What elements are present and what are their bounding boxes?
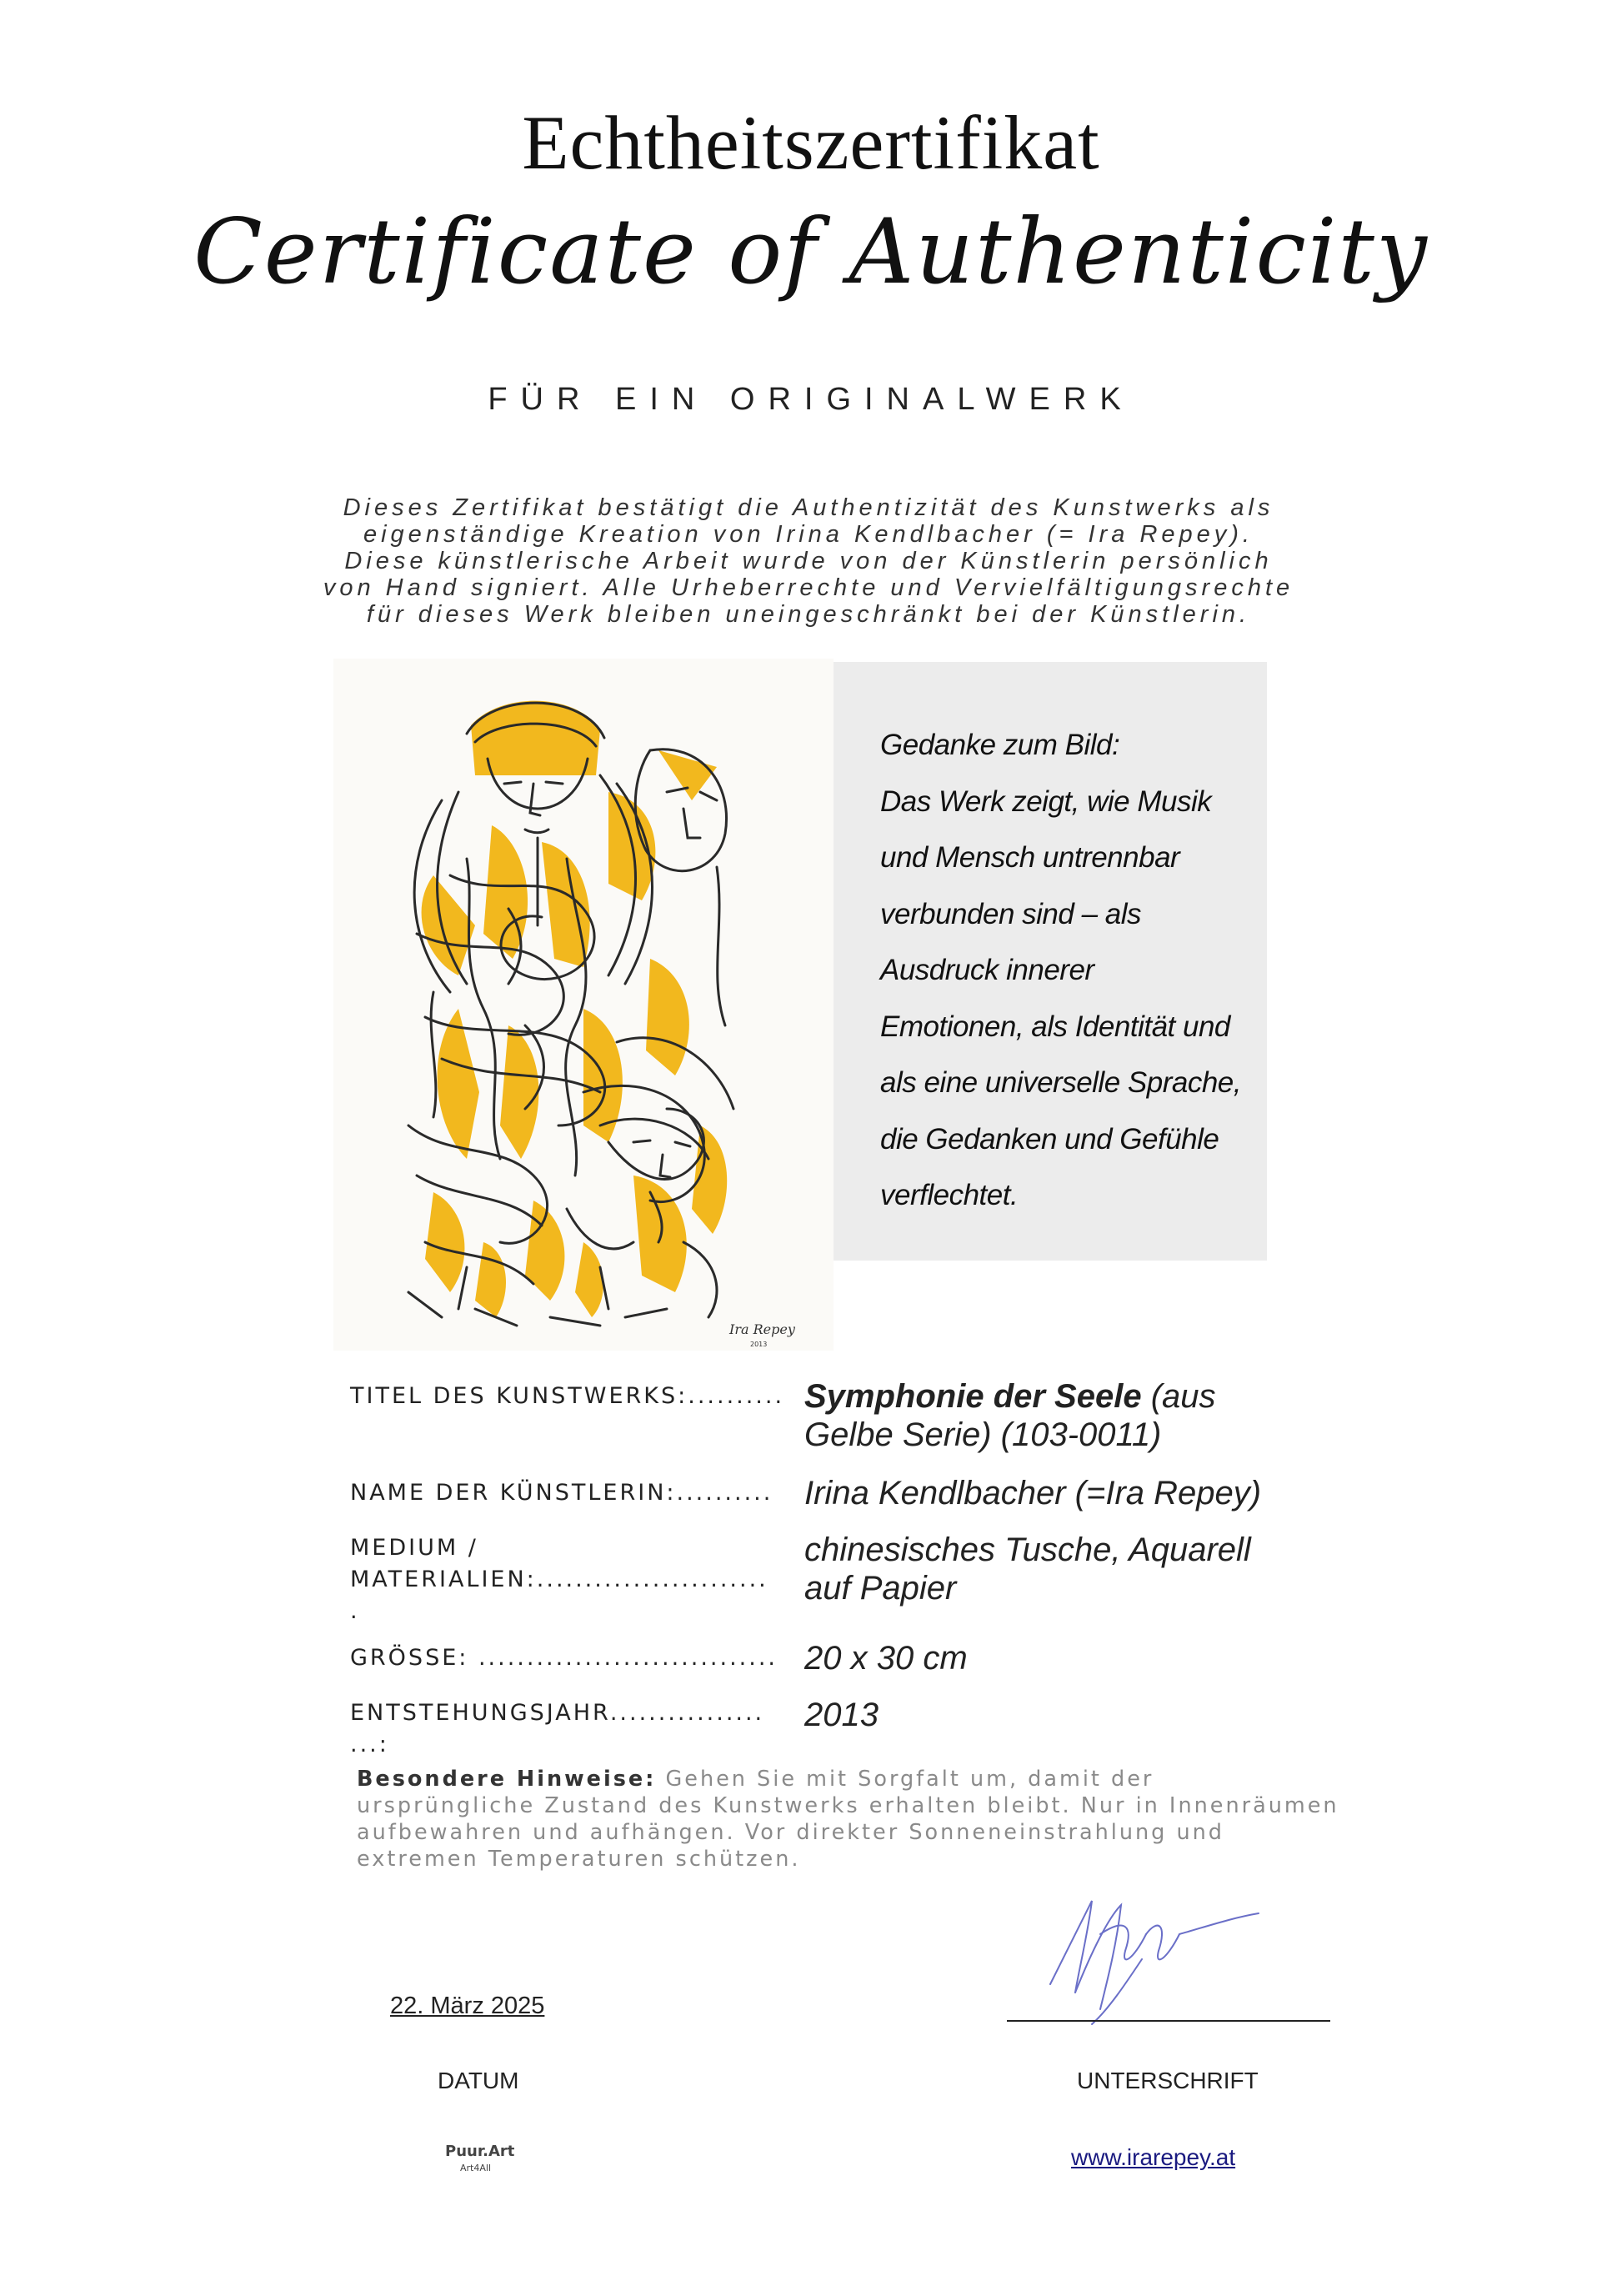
- thought-line: als eine universelle Sprache,: [880, 1066, 1241, 1099]
- medium-label-line: .: [350, 1598, 360, 1624]
- title-label: TITEL DES KUNSTWERKS:..........: [350, 1383, 785, 1409]
- handwritten-signature: [1042, 1884, 1292, 2026]
- thought-line: verbunden sind – als: [880, 897, 1141, 930]
- certificate-subtitle: FÜR EIN ORIGINALWERK: [488, 382, 1134, 417]
- year-label-line: ENTSTEHUNGSJAHR................: [350, 1700, 765, 1726]
- thought-line: die Gedanken und Gefühle: [880, 1122, 1219, 1156]
- thought-text: [880, 717, 1264, 1224]
- certificate-title-english: Certificate of Authenticity: [193, 200, 1429, 304]
- medium-value-line: auf Papier: [804, 1570, 957, 1607]
- intro-line: für dieses Werk bleiben uneingeschränkt bei der Künstlerin.: [366, 601, 1251, 628]
- signature-label: UNTERSCHRIFT: [1077, 2068, 1259, 2093]
- puur-art-logo: [442, 2134, 525, 2184]
- certificate-date: 22. März 2025: [390, 1993, 545, 2019]
- thought-line: und Mensch untrennbar: [880, 841, 1180, 874]
- svg-text:Art4All: Art4All: [460, 2163, 491, 2173]
- artwork-signature-year: 2013: [750, 1341, 768, 1348]
- size-label: GRÖSSE: ...............................: [350, 1645, 778, 1671]
- size-value: 20 x 30 cm: [804, 1640, 968, 1677]
- title-value-rest-line2: Gelbe Serie) (103-0011): [804, 1416, 1162, 1453]
- thought-line: Das Werk zeigt, wie Musik: [880, 785, 1212, 818]
- title-value-rest: (aus: [1141, 1378, 1216, 1415]
- intro-line: eigenständige Kreation von Irina Kendlbacher (= Ira Repey).: [363, 521, 1254, 548]
- medium-label-line: MATERIALIEN:........................: [350, 1567, 768, 1592]
- artwork-image: [333, 659, 834, 1351]
- artist-value: Irina Kendlbacher (=Ira Repey): [804, 1475, 1262, 1511]
- intro-paragraph: [267, 494, 1350, 628]
- certificate-title-german: Echtheitszertifikat: [522, 100, 1100, 185]
- notes-heading: Besondere Hinweise:: [357, 1767, 657, 1792]
- special-notes: [357, 1766, 1340, 1872]
- notes-text: Gehen Sie mit Sorgfalt um, damit der ursprüngliche Zustand des Kunstwerks erhalten bleibt. Nur in Innenräumen aufbewahren und aufhängen. Vor direkter Sonneneinstrahlung und extremen Temperaturen schützen.: [357, 1767, 1339, 1872]
- thought-line: Emotionen, als Identität und: [880, 1010, 1230, 1043]
- svg-text:Puur.Art: Puur.Art: [445, 2143, 515, 2160]
- medium-value: [804, 1531, 1251, 1607]
- signature-line: [1007, 2020, 1330, 2022]
- artwork-signature: Ira Repey: [729, 1321, 795, 1337]
- intro-line: Diese künstlerische Arbeit wurde von der Künstlerin persönlich: [344, 548, 1273, 574]
- year-label-line: ...:: [350, 1732, 389, 1757]
- year-value: 2013: [804, 1697, 879, 1733]
- thought-line: verflechtet.: [880, 1179, 1019, 1211]
- intro-line: Dieses Zertifikat bestätigt die Authentizität des Kunstwerks als: [343, 494, 1274, 521]
- year-label: [350, 1697, 764, 1761]
- thought-line: Ausdruck innerer: [880, 954, 1094, 986]
- artist-label: NAME DER KÜNSTLERIN:..........: [350, 1480, 773, 1506]
- medium-value-line: chinesisches Tusche, Aquarell: [804, 1532, 1251, 1568]
- title-value: [804, 1377, 1216, 1454]
- medium-label: [350, 1532, 768, 1627]
- date-label: DATUM: [438, 2068, 519, 2093]
- title-value-bold: Symphonie der Seele: [804, 1378, 1142, 1415]
- medium-label-line: MEDIUM /: [350, 1535, 478, 1561]
- website-link[interactable]: www.irarepey.at: [1071, 2144, 1236, 2170]
- thought-line: Gedanke zum Bild:: [880, 729, 1120, 761]
- intro-line: von Hand signiert. Alle Urheberrechte und Vervielfältigungsrechte: [323, 574, 1294, 601]
